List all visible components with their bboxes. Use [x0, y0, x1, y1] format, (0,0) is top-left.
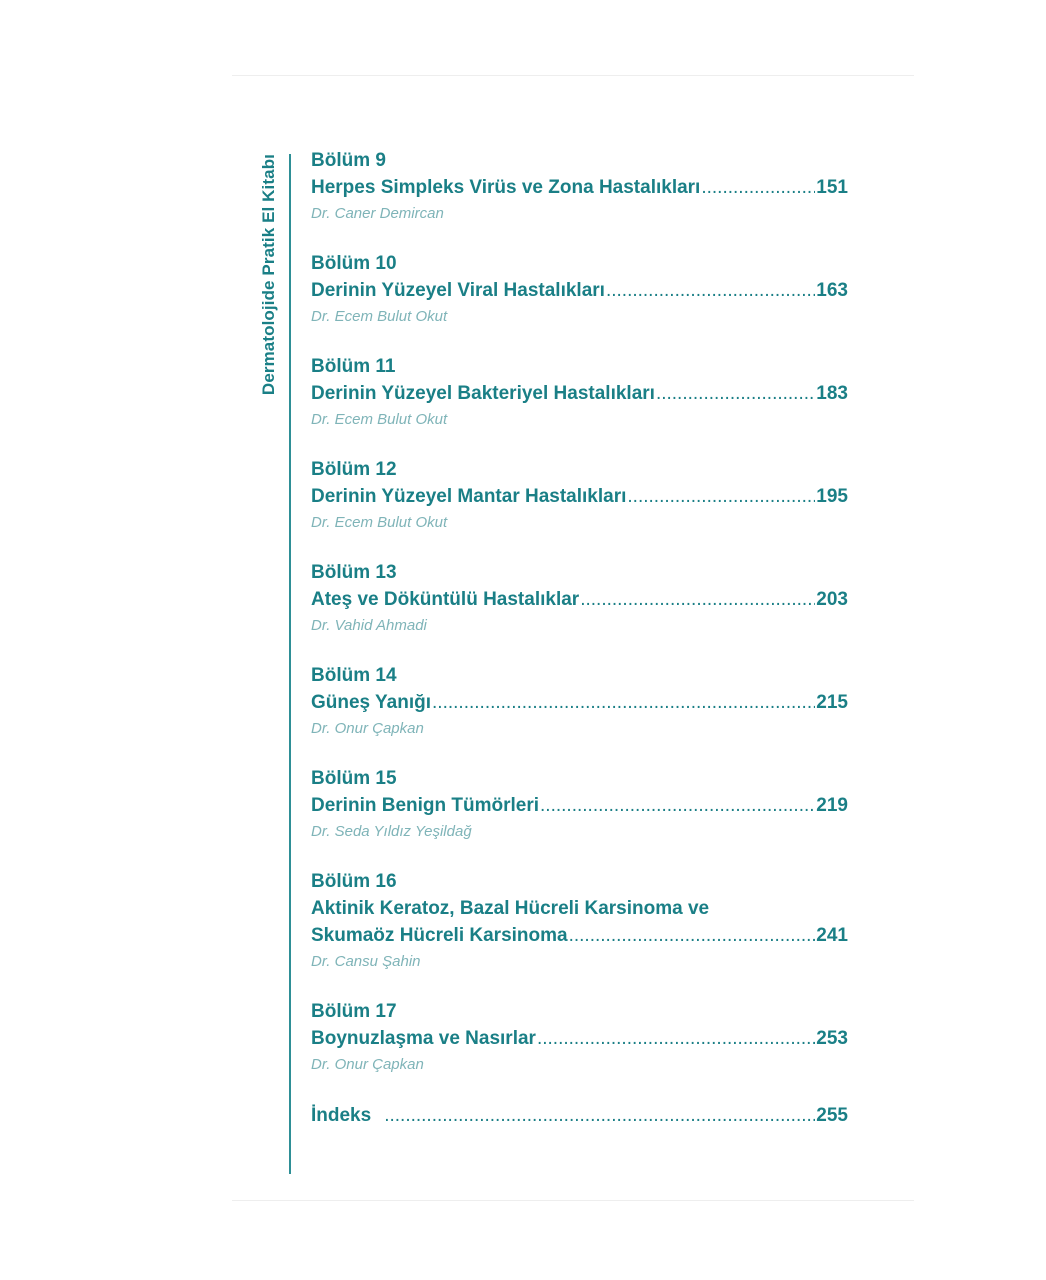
chapter-number: Bölüm 14 — [311, 665, 397, 686]
chapter-title: Güneş Yanığı — [311, 692, 432, 713]
chapter-number: Bölüm 17 — [311, 1001, 397, 1022]
vertical-rule — [289, 154, 291, 1174]
dot-leader — [384, 1102, 815, 1129]
chapter-title-first-line: Aktinik Keratoz, Bazal Hücreli Karsinoma ve — [311, 898, 710, 919]
page-number: 195 — [816, 486, 848, 507]
chapter-number: Bölüm 13 — [311, 562, 397, 583]
chapter-number: Bölüm 10 — [311, 253, 397, 274]
chapter-title-line — [311, 380, 848, 407]
page-number: 163 — [816, 280, 848, 301]
chapter-author: Dr. Ecem Bulut Okut — [311, 411, 448, 428]
chapter-title: Derinin Yüzeyel Viral Hastalıkları — [311, 280, 605, 301]
toc-entry — [311, 999, 851, 1102]
toc-entry — [311, 354, 851, 457]
page-number: 203 — [816, 589, 848, 610]
dot-leader — [432, 689, 815, 716]
chapter-title-line — [311, 174, 848, 201]
toc-entry — [311, 766, 851, 869]
chapter-title-line — [311, 586, 848, 613]
toc-entry — [311, 869, 851, 999]
chapter-number: Bölüm 9 — [311, 150, 386, 171]
page-number: 253 — [816, 1028, 848, 1049]
page-number: 183 — [816, 383, 848, 404]
chapter-title-line — [311, 792, 848, 819]
chapter-author: Dr. Caner Demircan — [311, 205, 444, 222]
chapter-title: Boynuzlaşma ve Nasırlar — [311, 1028, 536, 1049]
chapter-number: Bölüm 16 — [311, 871, 397, 892]
chapter-author: Dr. Ecem Bulut Okut — [311, 514, 448, 531]
chapter-title-line — [311, 689, 848, 716]
chapter-title-line — [311, 922, 848, 949]
chapter-number: Bölüm 12 — [311, 459, 397, 480]
chapter-title-line — [311, 277, 848, 304]
page-number: 215 — [816, 692, 848, 713]
chapter-title: Derinin Yüzeyel Mantar Hastalıkları — [311, 486, 627, 507]
dot-leader — [569, 922, 816, 949]
chapter-number: Bölüm 11 — [311, 356, 396, 377]
chapter-author: Dr. Cansu Şahin — [311, 953, 421, 970]
chapter-title: Ateş ve Döküntülü Hastalıklar — [311, 589, 580, 610]
dot-leader — [627, 483, 815, 510]
chapter-title: Derinin Benign Tümörleri — [311, 795, 540, 816]
toc-entry — [311, 560, 851, 663]
chapter-title: Skumaöz Hücreli Karsinoma — [311, 925, 568, 946]
spine — [259, 154, 287, 434]
chapter-title-line — [311, 483, 848, 510]
dot-leader — [606, 277, 815, 304]
chapter-title: Herpes Simpleks Virüs ve Zona Hastalıkları — [311, 177, 701, 198]
toc-entry — [311, 457, 851, 560]
chapter-author: Dr. Onur Çapkan — [311, 1056, 424, 1073]
toc-entry — [311, 251, 851, 354]
toc-entry — [311, 663, 851, 766]
chapter-author: Dr. Onur Çapkan — [311, 720, 424, 737]
chapter-title: Derinin Yüzeyel Bakteriyel Hastalıkları — [311, 383, 655, 404]
chapter-author: Dr. Seda Yıldız Yeşildağ — [311, 823, 472, 840]
page-number: 241 — [816, 925, 848, 946]
index-label: İndeks — [311, 1105, 372, 1126]
table-of-contents — [311, 148, 851, 1129]
chapter-number: Bölüm 15 — [311, 768, 397, 789]
chapter-title-line — [311, 1025, 848, 1052]
page-number: 219 — [816, 795, 848, 816]
dot-leader — [540, 792, 815, 819]
chapter-author: Dr. Vahid Ahmadi — [311, 617, 427, 634]
book-page — [232, 75, 914, 1201]
index-page-number: 255 — [816, 1105, 848, 1126]
toc-entry — [311, 148, 851, 251]
dot-leader — [580, 586, 815, 613]
book-title-vertical: Dermatolojide Pratik El Kitabı — [259, 154, 278, 396]
chapter-author: Dr. Ecem Bulut Okut — [311, 308, 448, 325]
dot-leader — [656, 380, 815, 407]
dot-leader — [701, 174, 815, 201]
index-entry — [311, 1102, 848, 1129]
dot-leader — [537, 1025, 815, 1052]
page-number: 151 — [816, 177, 848, 198]
